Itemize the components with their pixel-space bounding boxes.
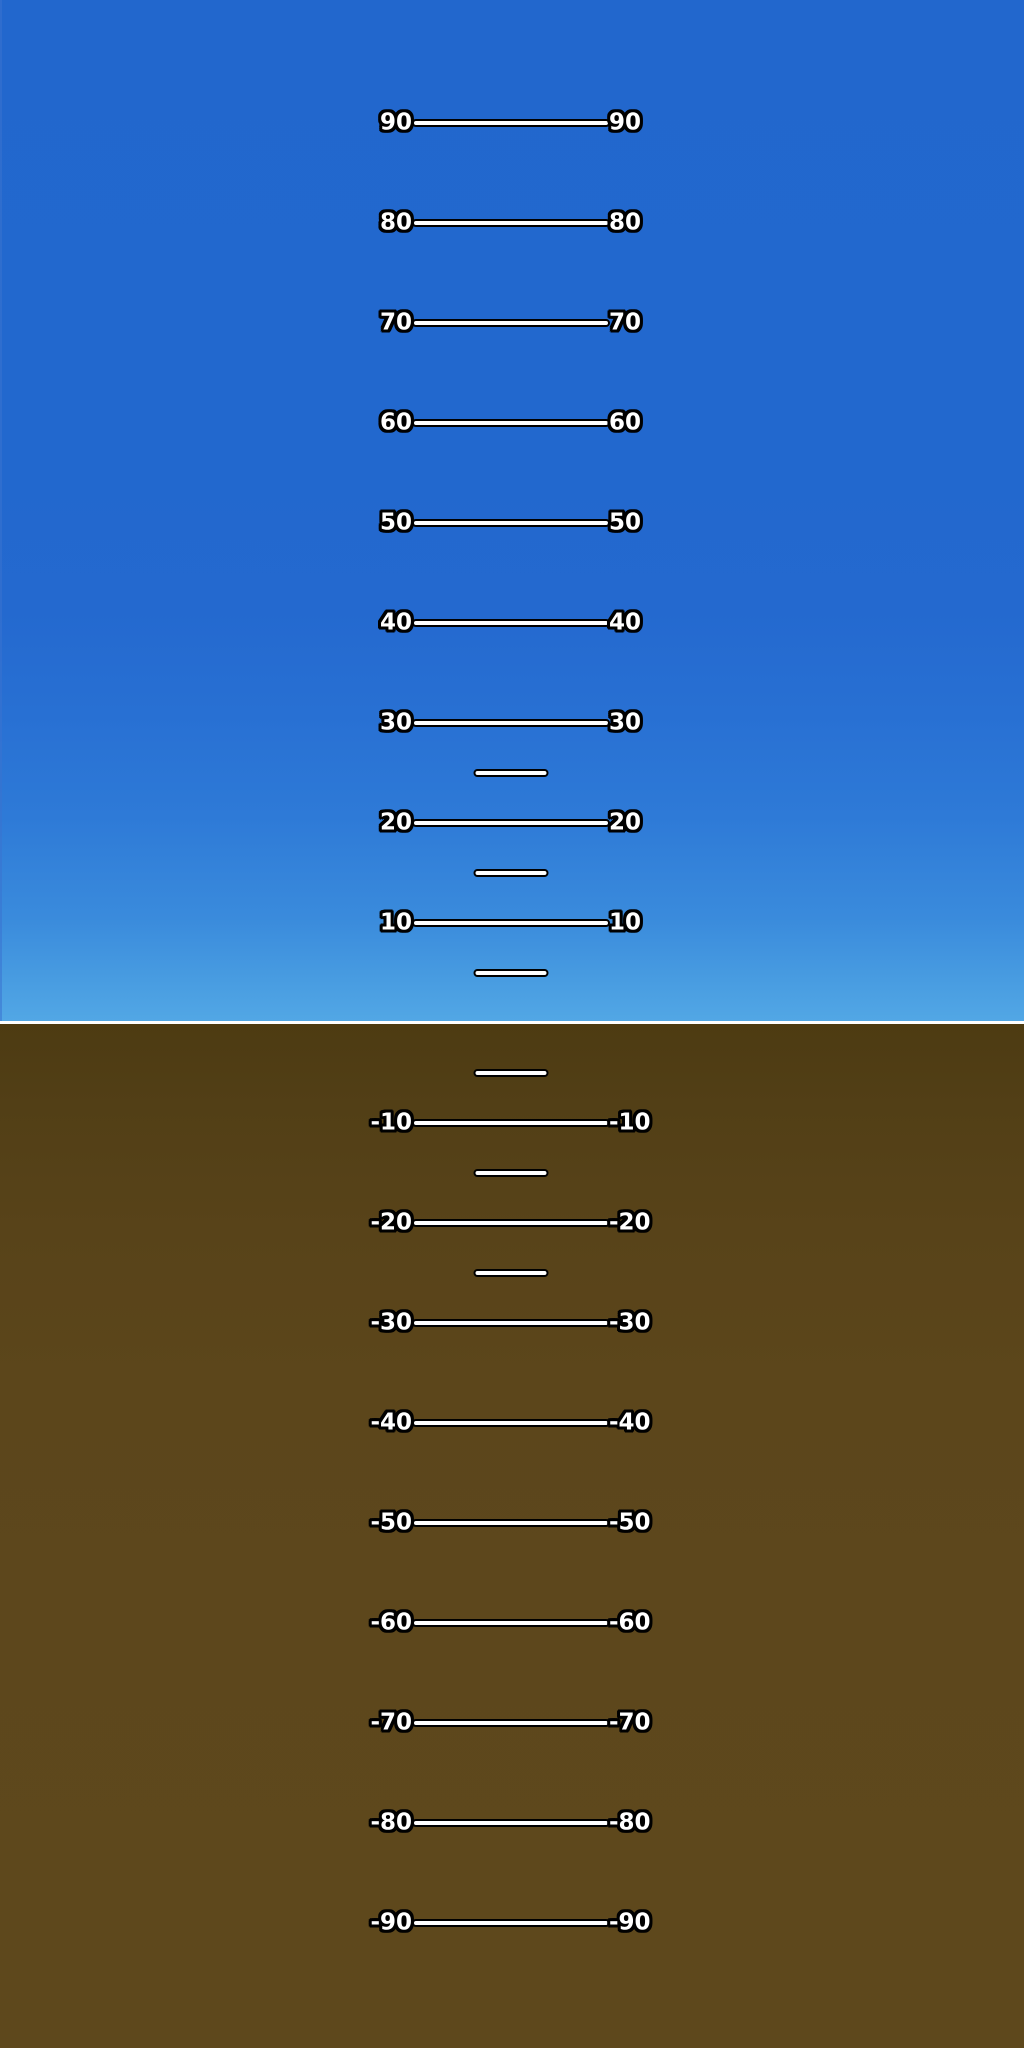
pitch-line (412, 619, 610, 627)
pitch-label-right: -70 (609, 1709, 651, 1736)
pitch-label-left: 20 (379, 809, 412, 836)
pitch-label-left: -50 (370, 1509, 412, 1536)
pitch-line (412, 319, 610, 327)
pitch-label-right: -50 (609, 1509, 651, 1536)
pitch-label-right: -20 (609, 1209, 651, 1236)
pitch-label-right: 50 (609, 509, 642, 536)
pitch-line (412, 1519, 610, 1527)
pitch-label-left: -70 (370, 1709, 412, 1736)
pitch-line (412, 419, 610, 427)
pitch-label-right: -10 (609, 1109, 651, 1136)
pitch-label-left: 10 (379, 909, 412, 936)
pitch-label-right: 60 (609, 409, 642, 436)
pitch-line (412, 1919, 610, 1927)
pitch-label-left: -80 (370, 1809, 412, 1836)
pitch-line (412, 1219, 610, 1227)
pitch-label-right: 90 (609, 109, 642, 136)
pitch-label-left: -90 (370, 1909, 412, 1936)
pitch-label-left: -20 (370, 1209, 412, 1236)
pitch-label-left: 90 (379, 109, 412, 136)
pitch-line (412, 919, 610, 927)
pitch-label-left: 50 (379, 509, 412, 536)
pitch-line (412, 119, 610, 127)
pitch-minor-line (474, 1169, 549, 1177)
pitch-line (412, 719, 610, 727)
pitch-label-right: -30 (609, 1309, 651, 1336)
pitch-line (412, 1819, 610, 1827)
pitch-label-left: 40 (379, 609, 412, 636)
pitch-label-left: -60 (370, 1609, 412, 1636)
pitch-label-right: -90 (609, 1909, 651, 1936)
pitch-label-left: -40 (370, 1409, 412, 1436)
pitch-label-right: 40 (609, 609, 642, 636)
pitch-label-right: 30 (609, 709, 642, 736)
pitch-label-left: 80 (379, 209, 412, 236)
pitch-line (412, 1119, 610, 1127)
pitch-label-left: 70 (379, 309, 412, 336)
pitch-label-right: -60 (609, 1609, 651, 1636)
pitch-line (412, 1419, 610, 1427)
pitch-label-right: 10 (609, 909, 642, 936)
pitch-label-right: 70 (609, 309, 642, 336)
pitch-label-right: 20 (609, 809, 642, 836)
pitch-minor-line (474, 1069, 549, 1077)
pitch-minor-line (474, 1269, 549, 1277)
pitch-line (412, 1319, 610, 1327)
pitch-label-left: 60 (379, 409, 412, 436)
pitch-label-left: 30 (379, 709, 412, 736)
pitch-line (412, 1619, 610, 1627)
pitch-label-right: -80 (609, 1809, 651, 1836)
pitch-minor-line (474, 769, 549, 777)
pitch-minor-line (474, 969, 549, 977)
pitch-line (412, 1719, 610, 1727)
pitch-label-right: -40 (609, 1409, 651, 1436)
pitch-line (412, 519, 610, 527)
pitch-line (412, 219, 610, 227)
pitch-label-right: 80 (609, 209, 642, 236)
pitch-line (412, 819, 610, 827)
pitch-label-left: -10 (370, 1109, 412, 1136)
pitch-minor-line (474, 869, 549, 877)
pitch-label-left: -30 (370, 1309, 412, 1336)
